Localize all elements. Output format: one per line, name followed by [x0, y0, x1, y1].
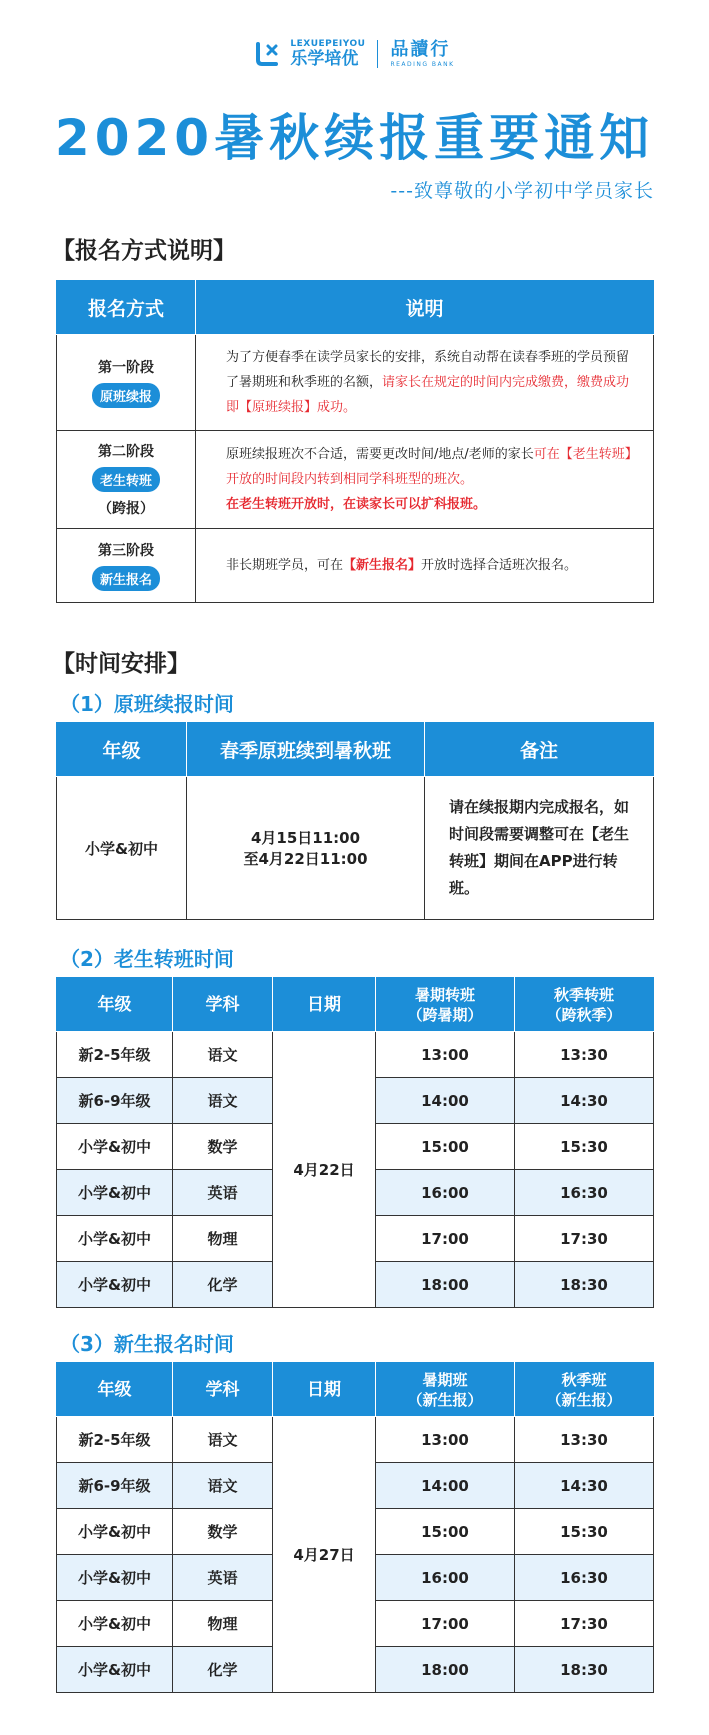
header-line: 暑期转班 — [414, 985, 475, 1004]
subject-cell: 语文 — [173, 1032, 273, 1078]
stage-tag: 老生转班 — [92, 467, 160, 492]
description-highlight: 【新生报名】 — [343, 558, 422, 573]
column-header: 日期 — [273, 1363, 376, 1417]
stage-tag: 新生报名 — [92, 566, 160, 591]
table-header-row — [57, 723, 654, 777]
description-cell — [196, 529, 654, 603]
grade-cell: 新2-5年级 — [57, 1032, 173, 1078]
column-header: 说明 — [196, 281, 654, 335]
autumn-time-cell: 18:30 — [515, 1262, 654, 1308]
stage-cell — [57, 529, 196, 603]
grade-cell: 小学&初中 — [57, 1647, 173, 1693]
summer-time-cell: 15:00 — [376, 1124, 515, 1170]
grade-cell: 小学&初中 — [57, 1216, 173, 1262]
description-text: 原班续报班次不合适，需要更改时间/地点/老师的家长 — [226, 447, 534, 462]
time-end: 至4月22日11:00 — [243, 850, 368, 868]
renew-heading: （1）原班续报时间 — [60, 692, 234, 716]
stage-title: 第一阶段 — [98, 360, 154, 376]
autumn-time-cell: 13:30 — [515, 1032, 654, 1078]
date-cell: 4月27日 — [273, 1417, 376, 1693]
autumn-time-cell: 18:30 — [515, 1647, 654, 1693]
summer-time-cell: 14:00 — [376, 1463, 515, 1509]
subject-cell: 英语 — [173, 1170, 273, 1216]
summer-time-cell: 18:00 — [376, 1262, 515, 1308]
column-header: 备注 — [425, 723, 654, 777]
table-row — [57, 431, 654, 529]
description-cell — [196, 431, 654, 529]
table-row — [57, 335, 654, 431]
autumn-time-cell: 17:30 — [515, 1601, 654, 1647]
summer-time-cell: 18:00 — [376, 1647, 515, 1693]
grade-cell: 小学&初中 — [57, 1170, 173, 1216]
header-subline: （跨暑期） — [407, 1005, 483, 1024]
grade-cell: 新6-9年级 — [57, 1463, 173, 1509]
brand-logo — [0, 40, 709, 68]
page-title: 2020暑秋续报重要通知 — [54, 109, 655, 167]
table-row — [57, 777, 654, 920]
partner-brand-english: READING BANK — [390, 60, 455, 68]
subject-cell: 数学 — [173, 1124, 273, 1170]
page-subtitle: ---致尊敬的小学初中学员家长 — [390, 180, 654, 202]
stage-cell — [57, 335, 196, 431]
lexue-logo-icon — [254, 40, 282, 68]
logo-english: LEXUEPEIYOU — [290, 39, 366, 49]
description-cell — [196, 335, 654, 431]
table-header-row — [57, 1363, 654, 1417]
column-header — [376, 1363, 515, 1417]
summer-time-cell: 16:00 — [376, 1170, 515, 1216]
column-header: 报名方式 — [57, 281, 196, 335]
column-header: 学科 — [173, 1363, 273, 1417]
new-registration-heading: （3）新生报名时间 — [60, 1332, 234, 1356]
description-highlight: 请家长在规定的时间内完成缴费，缴费成功即【原班续报】成功。 — [226, 375, 630, 415]
description-text: 为了方便春季在读学员家长的安排，系统自动帮在读春季班的学员预留了暑期班和秋季班的名额， — [226, 350, 630, 390]
header-subline: （新生报） — [407, 1390, 483, 1409]
autumn-time-cell: 15:30 — [515, 1124, 654, 1170]
new-registration-time-table — [56, 1362, 654, 1693]
subject-cell: 数学 — [173, 1509, 273, 1555]
description-text: 非长期班学员，可在 — [226, 558, 344, 573]
stage-title: 第三阶段 — [98, 543, 154, 559]
column-header — [376, 978, 515, 1032]
column-header: 年级 — [57, 1363, 173, 1417]
autumn-time-cell: 13:30 — [515, 1417, 654, 1463]
grade-cell: 小学&初中 — [57, 1124, 173, 1170]
summer-time-cell: 15:00 — [376, 1509, 515, 1555]
transfer-time-table — [56, 977, 654, 1308]
grade-cell: 新6-9年级 — [57, 1078, 173, 1124]
column-header: 学科 — [173, 978, 273, 1032]
subject-cell: 化学 — [173, 1647, 273, 1693]
registration-method-table — [56, 280, 654, 603]
autumn-time-cell: 14:30 — [515, 1463, 654, 1509]
stage-title: 第二阶段 — [98, 444, 154, 460]
header-line: 秋季班 — [561, 1370, 607, 1389]
table-row — [57, 1417, 654, 1463]
notes-cell: 请在续报期内完成报名，如时间段需要调整可在【老生转班】期间在APP进行转班。 — [425, 777, 654, 920]
header-line: 暑期班 — [422, 1370, 468, 1389]
time-start: 4月15日11:00 — [250, 829, 361, 847]
grade-cell: 新2-5年级 — [57, 1417, 173, 1463]
column-header — [515, 978, 654, 1032]
header-subline: （跨秋季） — [546, 1005, 622, 1024]
column-header: 年级 — [57, 978, 173, 1032]
description-highlight: 可在【老生转班】开放的时间段内转到相同学科班型的班次。 — [226, 447, 632, 487]
logo-divider — [377, 40, 378, 68]
table-row — [57, 1032, 654, 1078]
header-line: 秋季转班 — [553, 985, 614, 1004]
column-header: 年级 — [57, 723, 187, 777]
grade-cell: 小学&初中 — [57, 777, 187, 920]
summer-time-cell: 13:00 — [376, 1032, 515, 1078]
subject-cell: 英语 — [173, 1555, 273, 1601]
logo-chinese: 乐学培优 — [290, 49, 359, 69]
stage-note: （跨报） — [98, 501, 154, 517]
time-range-cell — [187, 777, 425, 920]
autumn-time-cell: 15:30 — [515, 1509, 654, 1555]
summer-time-cell: 13:00 — [376, 1417, 515, 1463]
description-emphasis: 在老生转班开放时，在读家长可以扩科报班。 — [226, 497, 487, 512]
table-header-row — [57, 281, 654, 335]
header-subline: （新生报） — [546, 1390, 622, 1409]
description-text: 开放时选择合适班次报名。 — [421, 558, 578, 573]
subject-cell: 物理 — [173, 1216, 273, 1262]
renew-time-table — [56, 722, 654, 920]
subject-cell: 语文 — [173, 1463, 273, 1509]
subject-cell: 物理 — [173, 1601, 273, 1647]
column-header — [515, 1363, 654, 1417]
stage-cell — [57, 431, 196, 529]
grade-cell: 小学&初中 — [57, 1262, 173, 1308]
subject-cell: 化学 — [173, 1262, 273, 1308]
table-row — [57, 529, 654, 603]
grade-cell: 小学&初中 — [57, 1509, 173, 1555]
autumn-time-cell: 14:30 — [515, 1078, 654, 1124]
partner-brand: 品讀行 — [390, 38, 451, 60]
autumn-time-cell: 16:30 — [515, 1555, 654, 1601]
grade-cell: 小学&初中 — [57, 1601, 173, 1647]
subject-cell: 语文 — [173, 1417, 273, 1463]
summer-time-cell: 17:00 — [376, 1601, 515, 1647]
autumn-time-cell: 16:30 — [515, 1170, 654, 1216]
grade-cell: 小学&初中 — [57, 1555, 173, 1601]
date-cell: 4月22日 — [273, 1032, 376, 1308]
summer-time-cell: 14:00 — [376, 1078, 515, 1124]
section-heading-method: 【报名方式说明】 — [52, 238, 236, 264]
column-header: 日期 — [273, 978, 376, 1032]
section-heading-time: 【时间安排】 — [52, 651, 190, 677]
autumn-time-cell: 17:30 — [515, 1216, 654, 1262]
subject-cell: 语文 — [173, 1078, 273, 1124]
table-header-row — [57, 978, 654, 1032]
summer-time-cell: 17:00 — [376, 1216, 515, 1262]
column-header: 春季原班续到暑秋班 — [187, 723, 425, 777]
stage-tag: 原班续报 — [92, 383, 160, 408]
transfer-heading: （2）老生转班时间 — [60, 947, 234, 971]
summer-time-cell: 16:00 — [376, 1555, 515, 1601]
